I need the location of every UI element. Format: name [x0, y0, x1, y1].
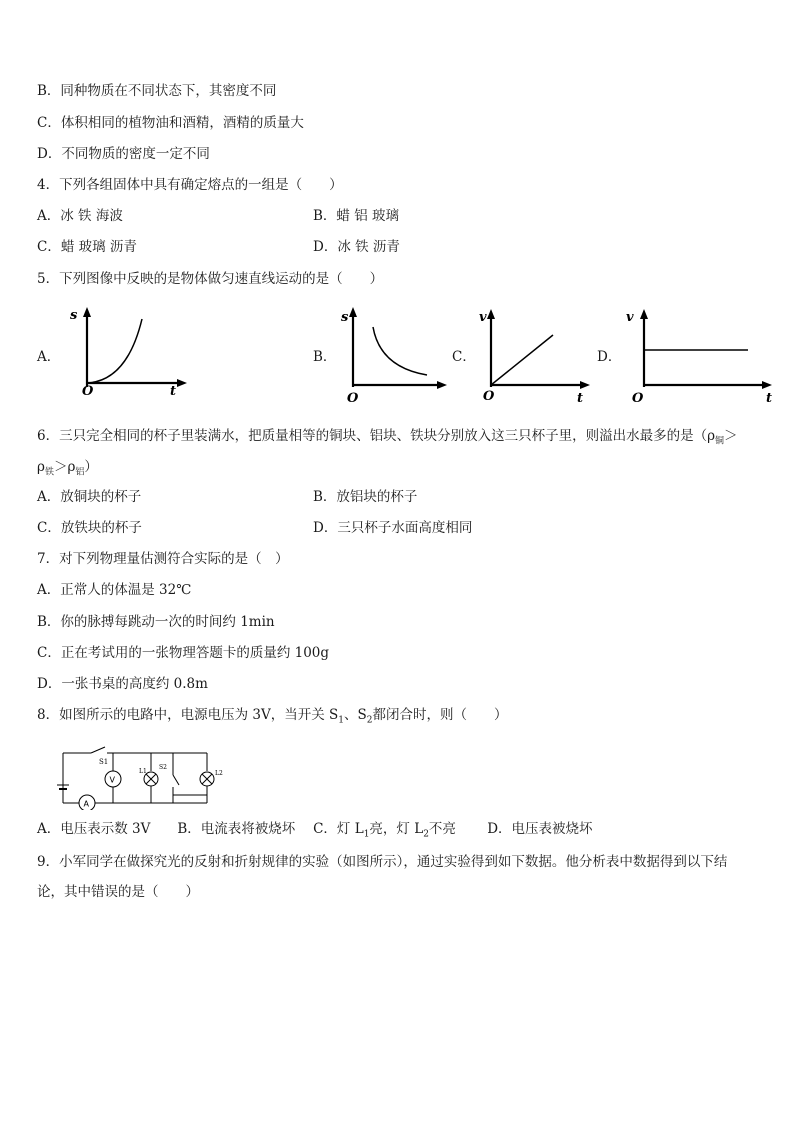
question-5: 5．下列图像中反映的是物体做匀速直线运动的是（ ） [37, 271, 384, 287]
graph-b-option-label: B． [313, 349, 337, 365]
graph-b [335, 305, 450, 405]
q7-option-d: D．一张书桌的高度约 0.8m [37, 676, 208, 692]
q6-option-c: C．放铁块的杯子 [37, 520, 142, 536]
graph-d-x-label: t [766, 391, 773, 405]
graph-d [620, 305, 780, 405]
q4-option-d: D．冰 铁 沥青 [313, 239, 400, 255]
graph-a-x-label: t [170, 384, 177, 399]
ammeter-label: A [83, 799, 89, 809]
graph-c-option-label: C． [452, 349, 476, 365]
q4-option-a: A．冰 铁 海波 [37, 208, 123, 224]
voltmeter-label: V [109, 775, 115, 785]
option-b-line: B．同种物质在不同状态下，其密度不同 [37, 83, 277, 99]
q8-options: A．电压表示数 3V B．电流表将被烧坏 C．灯 $L_1$亮，灯 $L_2$不亮 D．电压表被烧坏 [37, 821, 593, 840]
question-4: 4．下列各组固体中具有确定熔点的一组是（ ） [37, 177, 343, 193]
graph-a-option-label: A． [37, 349, 61, 365]
l2-label: L2 [215, 770, 223, 777]
question-6-line-2: $\rho_铁>\rho_铝$） [37, 459, 98, 478]
graph-d-origin: O [632, 391, 644, 405]
graph-c-x-label: t [577, 391, 584, 405]
graph-d-y-label: v [626, 310, 634, 325]
question-7: 7．对下列物理量估测符合实际的是（ ） [37, 551, 289, 567]
question-9-line-1: 9．小军同学在做探究光的反射和折射规律的实验（如图所示），通过实验得到如下数据。他分析表中数据得到以下结 [37, 854, 728, 870]
graph-c-y-label: v [479, 310, 487, 325]
q7-option-a: A．正常人的体温是 32℃ [37, 582, 192, 598]
graph-c [475, 305, 595, 405]
graph-c-origin: O [483, 389, 495, 404]
circuit-diagram [55, 745, 235, 810]
question-9-line-2: 论，其中错误的是（ ） [37, 884, 199, 900]
question-8: 8．如图所示的电路中，电源电压为 3V，当开关 $S_1$、$S_2$都闭合时，则（ ） [37, 707, 508, 726]
q6-option-d: D．三只杯子水面高度相同 [313, 520, 473, 536]
q6-option-b: B．放铝块的杯子 [313, 489, 418, 505]
option-d-line: D．不同物质的密度一定不同 [37, 146, 210, 162]
graph-a-y-label: s [70, 308, 78, 323]
l1-label: L1 [139, 768, 147, 775]
s2-label: S2 [159, 764, 167, 771]
q6-option-a: A．放铜块的杯子 [37, 489, 142, 505]
option-c-line: C．体积相同的植物油和酒精，酒精的质量大 [37, 115, 304, 131]
graph-a-origin: O [82, 384, 94, 399]
graph-b-y-label: s [341, 310, 349, 325]
q4-option-c: C．蜡 玻璃 沥青 [37, 239, 137, 255]
q7-option-b: B．你的脉搏每跳动一次的时间约 1min [37, 614, 275, 630]
q4-option-b: B．蜡 铝 玻璃 [313, 208, 400, 224]
q7-option-c: C．正在考试用的一张物理答题卡的质量约 100g [37, 645, 330, 661]
question-6-line-1: 6．三只完全相同的杯子里装满水，把质量相等的铜块、铝块、铁块分别放入这三只杯子里，则溢出水最多的是（$\rho_铜>$ [37, 428, 738, 447]
graph-b-origin: O [347, 391, 359, 405]
s1-label: S1 [99, 758, 109, 766]
graph-d-option-label: D． [597, 349, 622, 365]
graph-a [62, 305, 197, 400]
